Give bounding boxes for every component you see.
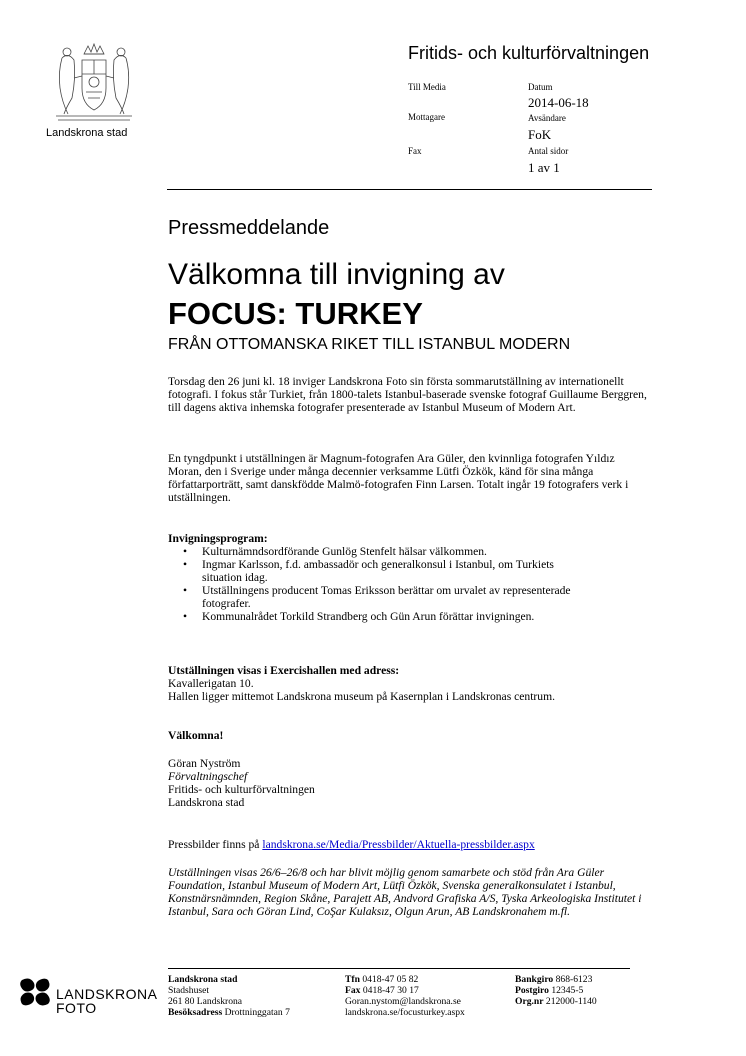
footer-email[interactable]: Goran.nystom@landskrona.se	[345, 996, 461, 1007]
meta-value-antal-sidor: 1 av 1	[528, 160, 560, 175]
footer-postgiro-value: 12345-5	[548, 985, 584, 996]
press-images-prefix: Pressbilder finns på	[168, 838, 263, 851]
program-heading: Invigningsprogram:	[168, 532, 268, 545]
footer-bankgiro-value: 868-6123	[553, 974, 593, 985]
footer-phone-value: 0418-47 05 82	[359, 974, 419, 985]
meta-label-antal-sidor: Antal sidor	[528, 146, 569, 156]
footer-visit-value: Drottninggatan 7	[222, 1007, 290, 1018]
footer-orgnr-value: 212000-1140	[543, 996, 597, 1007]
city-name-label: Landskrona stad	[46, 127, 128, 139]
list-item: • Kommunalrådet Torkild Strandberg och Gün Arun förättar invigningen.	[168, 610, 648, 623]
signature-dept: Fritids- och kulturförvaltningen	[168, 783, 315, 796]
department-title: Fritids- och kulturförvaltningen	[408, 43, 650, 63]
coat-of-arms-logo	[40, 38, 150, 138]
meta-label-avsandare: Avsändare	[528, 113, 566, 123]
venue-heading: Utställningen visas i Exercishallen med adress:	[168, 664, 400, 677]
meta-label-till-media: Till Media	[408, 82, 446, 92]
venue-address: Kavallerigatan 10.	[168, 677, 254, 690]
footer-fax-label: Fax	[345, 985, 361, 996]
meta-label-datum: Datum	[528, 82, 553, 92]
footer-orgnr-label: Org.nr	[515, 996, 544, 1007]
credits-paragraph: Utställningen visas 26/6–26/8 och har blivit möjlig genom samarbete och stöd från Ara Güler Foundation, Istanbul Museum of Modern Art, Lütfi Özkök, Svenska generalkonsulatet i Istanbul, Konstnärsnämnden, Region Skåne, Parajett AB, Andvord Grafiska A/S, Tyska Arkeologiska Institutet i Istanbul, Sara och Göran Lind, CoŞar Kulaksız, Olgun Arun, AB Landskronahem m.fl.	[168, 866, 642, 918]
footer-divider	[168, 968, 630, 969]
footer-fax	[345, 985, 465, 996]
footer-bank-column	[515, 974, 597, 1007]
meta-label-fax: Fax	[408, 146, 422, 156]
footer-address-column	[168, 974, 290, 1018]
footer-phone-label: Tfn	[345, 974, 360, 985]
program-list	[168, 545, 648, 623]
signature-block	[168, 757, 648, 809]
list-item: • Kulturnämndsordförande Gunlög Stenfelt hälsar välkommen.	[168, 545, 648, 558]
subheadline: FRÅN OTTOMANSKA RIKET TILL ISTANBUL MODERN	[168, 336, 571, 353]
list-item: • Utställningens producent Tomas Eriksson berättar om urvalet av representerade fotografer.	[168, 584, 582, 610]
signature-name: Göran Nyström	[168, 757, 241, 770]
signature-title: Förvaltningschef	[168, 770, 248, 783]
list-item: • Ingmar Karlsson, f.d. ambassadör och generalkonsul i Istanbul, om Turkiets situation idag.	[168, 558, 582, 584]
footer-postgiro-label: Postgiro	[515, 985, 549, 996]
footer-contact-column	[345, 974, 465, 1018]
footer-postgiro	[515, 985, 597, 996]
meta-value-avsandare: FoK	[528, 127, 552, 142]
footer-phone	[345, 974, 465, 985]
meta-value-datum: 2014-06-18	[528, 95, 589, 110]
signature-org: Landskrona stad	[168, 796, 245, 809]
coat-of-arms-icon	[48, 38, 140, 126]
footer-visit-label: Besöksadress	[168, 1007, 223, 1018]
meta-label-mottagare: Mottagare	[408, 112, 445, 122]
program-section	[168, 532, 648, 623]
header-divider	[167, 189, 652, 190]
press-images-link[interactable]: landskrona.se/Media/Pressbilder/Aktuella-pressbilder.aspx	[262, 838, 535, 851]
paragraph-highlight	[168, 452, 648, 504]
venue-description: Hallen ligger mittemot Landskrona museum på Kasernplan i Landskronas centrum.	[168, 690, 555, 703]
press-images-line	[168, 838, 648, 851]
welcome-text: Välkomna!	[168, 729, 224, 742]
paragraph-text: En tyngdpunkt i utställningen är Magnum-fotografen Ara Güler, den kvinnliga fotografen Yıldız Moran, den i Sverige under många decennier verksamme Lütfi Özkök, känd för sina många författarporträtt, samt danskfödde Malmö-fotografen Finn Larsen. Totalt ingår 19 fotografers verk i utställningen.	[168, 452, 629, 504]
document-type-heading: Pressmeddelande	[168, 217, 330, 239]
footer-org-name: Landskrona stad	[168, 974, 238, 985]
logo-text-line1: LANDSKRONA	[56, 986, 158, 1002]
landskrona-foto-logo-icon	[18, 977, 52, 1007]
footer-fax-value: 0418-47 30 17	[360, 985, 419, 996]
headline: Välkomna till invigning av	[168, 258, 505, 291]
footer-bankgiro	[515, 974, 597, 985]
footer-address-line1: Stadshuset	[168, 985, 210, 996]
footer-bankgiro-label: Bankgiro	[515, 974, 554, 985]
headline-bold: FOCUS: TURKEY	[168, 296, 423, 331]
footer-web[interactable]: landskrona.se/focusturkey.aspx	[345, 1007, 465, 1018]
landskrona-foto-logo-text	[56, 987, 157, 1015]
footer-visit-address	[168, 1007, 290, 1018]
footer-orgnr	[515, 996, 597, 1007]
venue-section	[168, 664, 648, 703]
logo-text-line2: FOTO	[56, 1000, 97, 1016]
paragraph-text: Torsdag den 26 juni kl. 18 inviger Landskrona Foto sin första sommarutställning av internationellt fotografi. I fokus står Turkiet, från 1800-talets Istanbul-baserade svenske fotograf Guillaume Berggren, till dagens aktiva inhemska fotografer presenterade av Istanbul Museum of Modern Art.	[168, 375, 647, 414]
footer-address-line2: 261 80 Landskrona	[168, 996, 243, 1007]
paragraph-intro	[168, 375, 648, 414]
